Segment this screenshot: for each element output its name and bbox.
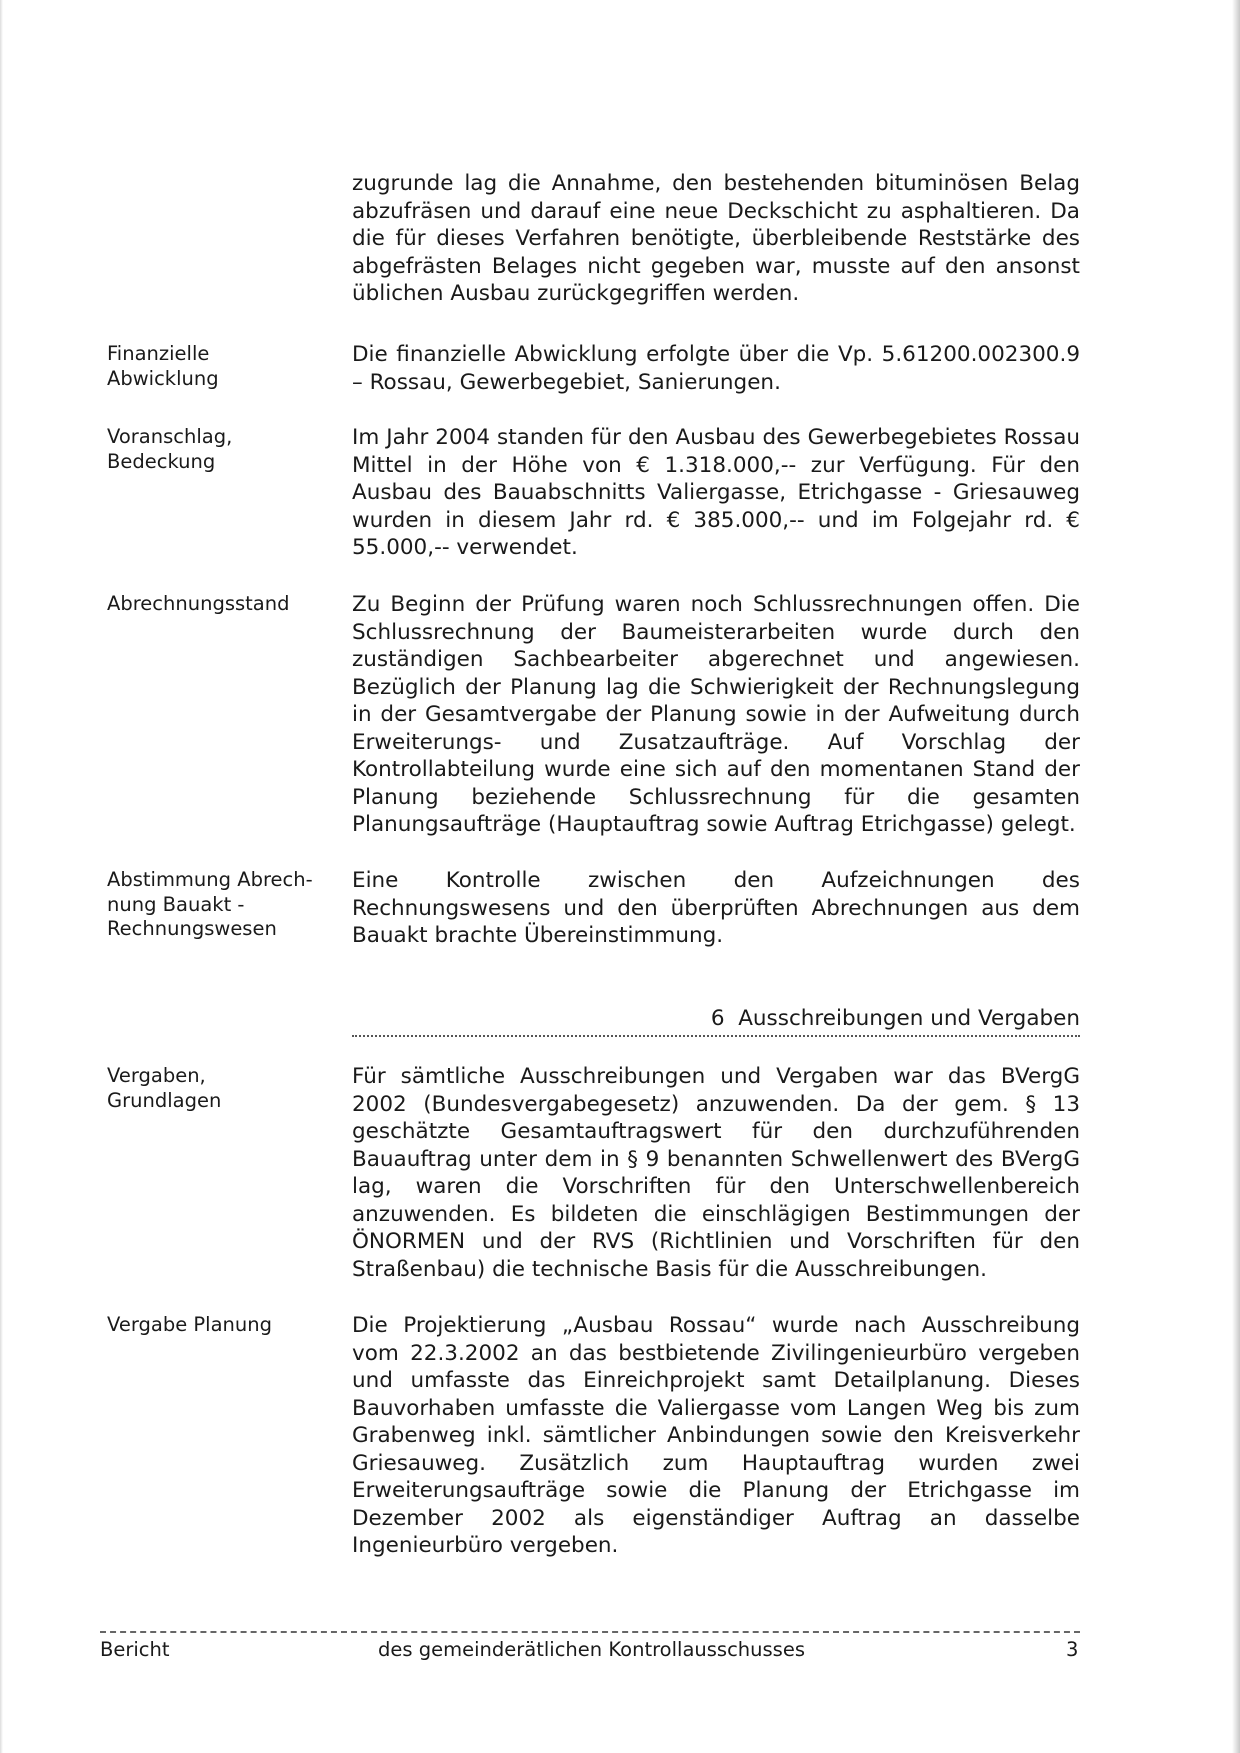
margin-label-abstimmung xyxy=(107,868,322,942)
section-title: Ausschreibungen und Vergaben xyxy=(738,1006,1080,1031)
margin-label-line: Abstimmung Abrech- xyxy=(107,868,313,891)
paragraph-intro: zugrunde lag die Annahme, den bestehenden bituminösen Belag abzufräsen und darauf eine neue Deckschicht zu asphaltieren. Da die für dieses Verfahren benötigte, überbleibende Reststärke des abgefrästen Belages nicht gegeben war, musste auf den ansonst üblichen Ausbau zurückgegriffen werden. xyxy=(352,171,1080,306)
margin-label-abrechnungsstand: Abrechnungsstand xyxy=(107,592,290,615)
paragraph-vergaben-grundlagen: Für sämtliche Ausschreibungen und Vergaben war das BVergG 2002 (Bundesvergabegesetz) anzuwenden. Da der gem. § 13 geschätzte Gesamtauftragswert für den durchzuführenden Bauauftrag unter dem in § 9 benannten Schwellenwert des BVergG lag, waren die Vorschriften für den Unterschwellenbereich anzuwenden. Es bildeten die einschlägigen Bestimmungen der ÖNORMEN und der RVS (Richtlinien und Vorschriften für den Straßenbau) die technische Basis für die Ausschreibungen. xyxy=(352,1064,1080,1282)
footer-left: Bericht xyxy=(100,1638,170,1661)
margin-label-finanzielle-abwicklung: Finanzielle Abwicklung xyxy=(107,342,219,390)
scan-edge-left xyxy=(0,0,3,1753)
margin-label-line: Bedeckung xyxy=(107,449,216,473)
paragraph-voranschlag: Im Jahr 2004 standen für den Ausbau des Gewerbegebietes Rossau Mittel in der Höhe von € 1.318.000,-- zur Verfügung. Für den Ausbau des Bauabschnitts Valiergasse, Etrichgasse - Griesauweg wurden in diesem Jahr rd. € 385.000,-- und im Folgejahr rd. € 55.000,-- verwendet. xyxy=(352,425,1080,560)
margin-label-voranschlag xyxy=(107,425,322,474)
margin-label-line: Rechnungswesen xyxy=(107,917,277,940)
paragraph-abstimmung: Eine Kontrolle zwischen den Aufzeichnungen des Rechnungswesens und den überprüften Abrechnungen aus dem Bauakt brachte Übereinstimmung. xyxy=(352,868,1080,948)
paragraph-vergabe-planung: Die Projektierung „Ausbau Rossau“ wurde nach Ausschreibung vom 22.3.2002 an das bestbietende Zivilingenieurbüro vergeben und umfasste das Einreichprojekt samt Detailplanung. Dieses Bauvorhaben umfasste die Valiergasse vom Langen Weg bis zum Grabenweg inkl. sämtlicher Anbindungen sowie den Kreisverkehr Griesauweg. Zusätzlich zum Hauptauftrag wurden zwei Erweiterungsaufträge sowie die Planung der Etrichgasse im Dezember 2002 als eigenständiger Auftrag an dasselbe Ingenieurbüro vergeben. xyxy=(352,1313,1080,1558)
section-heading xyxy=(352,1005,1080,1033)
footer-page-number: 3 xyxy=(1066,1638,1079,1661)
paragraph-finanzielle-abwicklung: Die finanzielle Abwicklung erfolgte über die Vp. 5.61200.002300.9 – Rossau, Gewerbegebiet, Sanierungen. xyxy=(352,342,1080,395)
section-number: 6 xyxy=(710,1006,725,1031)
footer-rule xyxy=(100,1631,1080,1633)
footer-center: des gemeinderätlichen Kontrollausschusses xyxy=(378,1638,805,1661)
margin-label-vergabe-planung: Vergabe Planung xyxy=(107,1313,272,1336)
scan-edge-right xyxy=(1232,0,1240,1753)
margin-label-vergaben-grundlagen: Vergaben, Grundlagen xyxy=(107,1064,222,1112)
margin-label-line: nung Bauakt - xyxy=(107,892,245,916)
section-heading-rule xyxy=(352,1035,1080,1037)
margin-label-line: Voranschlag, xyxy=(107,425,233,448)
paragraph-abrechnungsstand: Zu Beginn der Prüfung waren noch Schlussrechnungen offen. Die Schlussrechnung der Baumeisterarbeiten wurde durch den zuständigen Sachbearbeiter abgerechnet und angewiesen. Bezüglich der Planung lag die Schwierigkeit der Rechnungslegung in der Gesamtvergabe der Planung sowie in der Aufweitung durch Erweiterungs- und Zusatzaufträge. Auf Vorschlag der Kontrollabteilung wurde eine sich auf den momentanen Stand der Planung beziehende Schlussrechnung für die gesamten Planungsaufträge (Hauptauftrag sowie Auftrag Etrichgasse) gelegt. xyxy=(352,592,1080,837)
